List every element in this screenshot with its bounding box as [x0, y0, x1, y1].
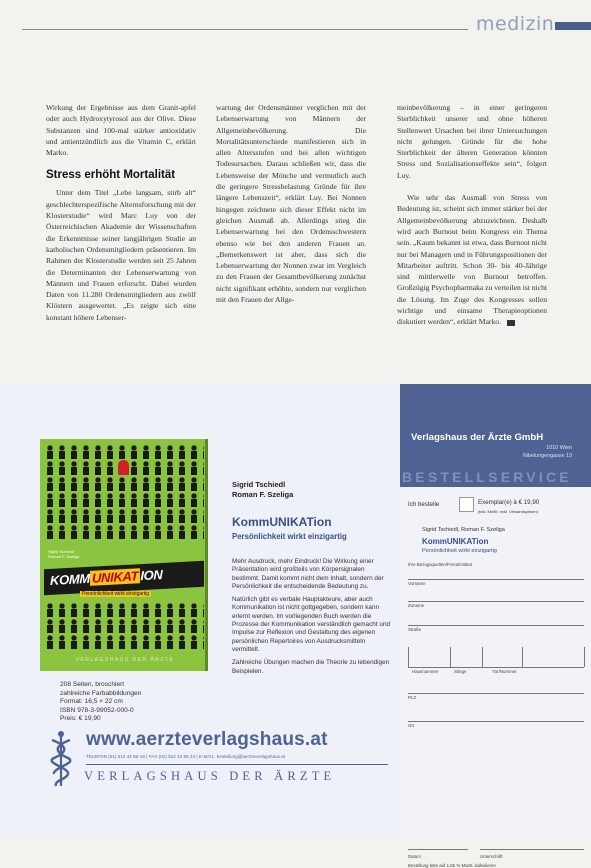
spec-line: 208 Seiten, broschiert — [60, 681, 125, 688]
order-book-subtitle: Persönlichkeit wirkt einzigartig — [422, 548, 497, 554]
field-divider — [482, 647, 483, 667]
people-icon-row — [44, 477, 204, 491]
article-text: Wie sehr das Ausmaß von Stress von Bedeutung ist, scheint sich immer stärker bei der Allgemeinbevölkerung abzuzeichnen. Deshalb wird auch Burnout beim Kongress ein Thema sein. „Kaum bekannt ist etwa, dass Burnout nicht nur bei Managern und in Führungspositionen der Mitarbeiter auftritt. Schon 30- bis 40-Jährige sind mittlerweile von Burnout betroffen. Großzügig Psychopharmaka zu verteilen ist nicht die Lösung. Im Zuge des Kongresses sollen wichtige und einsame Therapieoptionen diskutiert werden“, erklärt Marko. — [397, 193, 547, 327]
red-person-icon — [118, 460, 129, 475]
people-icon-row — [44, 619, 204, 633]
last-name-field[interactable] — [408, 625, 584, 626]
book-title-highlight: UNIKAT — [91, 568, 139, 586]
people-icon-row — [44, 445, 204, 459]
spec-line: Format: 16,5 × 22 cm — [60, 698, 123, 706]
people-icon-row — [44, 525, 204, 539]
spec-line: ISBN 978-3-99052-000-0 — [60, 706, 134, 714]
order-book-title: KommUNIKATion — [422, 537, 489, 546]
book-specifications — [60, 681, 141, 724]
publisher-logo-name: VERLAGSHAUS DER ÄRZTE — [84, 769, 336, 783]
people-icon-row — [44, 603, 204, 617]
caduceus-logo-icon — [46, 730, 76, 788]
header-rule — [22, 29, 468, 30]
order-suffix: Exemplar(e) à € 19,90 — [478, 499, 540, 506]
order-address: 1010 Wien Nibelungengasse 13 — [522, 445, 572, 459]
postal-code-field[interactable] — [408, 693, 584, 694]
field-divider — [450, 647, 451, 667]
ad-description — [232, 558, 392, 681]
article-paragraph — [397, 192, 547, 328]
address-field[interactable] — [408, 667, 584, 668]
article-paragraph: Unter dem Titel „Lebe langsam, stirb alt“ geschlechterspezifische Alternsforschung mit der Klosterstudie“ wird Marc Luy von der Österreichischen Akademie der Wissenschaften die Erkenntnisse seiner langjährigen Studie an katholischen Ordensmitgliedern präsentieren. Im Rahmen der Klosterstudie werden seit 25 Jahren die Determinanten der Lebenserwartung von Männern und Frauen erforscht. Dabei wurden Daten von 11.280 Ordensmitgliedern aus zwölf Klöstern ausgewertet. „Es zeigte sich eine konstant höhere Lebenser- — [46, 188, 196, 322]
first-name-field[interactable] — [408, 601, 584, 602]
field-label: Hausnummer — [412, 669, 439, 674]
people-icon-row — [44, 635, 204, 649]
order-form — [400, 487, 591, 868]
field-label: Ort — [408, 723, 415, 728]
field-label: Zuname — [408, 603, 425, 608]
people-icon-row — [44, 509, 204, 523]
book-cover — [40, 439, 208, 671]
spec-line: Preis: € 19,90 — [60, 715, 101, 723]
order-note: (inkl. MwSt. exkl. Versandspesen) — [478, 509, 539, 514]
article-paragraph: wartung der Ordensmänner verglichen mit der Lebenserwartung von Männern der Allgemeinbevölkerung. Die Mortalitätsunterschiede manifestieren sich in allen Altersstufen und bei allen wichtigen Todesursachen. Daraus schließen wir, dass die Lebensweise der Mönche und vermutlich auch die geringere Stressbelastung Gründe für ihre längere Lebenszeit“, erklärt Luy. Bei Nonnen hingegen zeichnete sich dieser Effekt nicht im gleichen Ausmaß ab. Allerdings stieg die Lebenserwartung bei den Ordensschwestern ebenso wie bei den anderen Frauen an. „Bemerkenswert ist aber, dass sich die Lebenserwartung der Nonnen zwar im Vergleich zu den Frauen der Gesamtbevölkerung zunächst nicht signifikant erhöhte, sondern nur verglichen mit den Frauen der Allge- — [216, 103, 366, 305]
order-publisher: Verlagshaus der Ärzte GmbH — [411, 432, 544, 443]
street-field-divider — [408, 647, 409, 667]
spec-line: zahlreiche Farbabbildungen — [60, 689, 142, 697]
book-cover-subtitle: Persönlichkeit wirkt einzigartig — [82, 591, 149, 597]
publisher-url-link[interactable]: www.aerzteverlagshaus.at — [86, 729, 328, 750]
field-label: Stiege — [454, 669, 467, 674]
ad-subtitle: Persönlichkeit wirkt einzigartig — [232, 532, 347, 541]
section-tab — [555, 22, 591, 30]
field-label: Ihre Bezugsquellen/Firma/Institut — [408, 562, 473, 567]
order-footer: Bestellung bitte auf 1,55 % MwSt. kalkulieren — [408, 863, 496, 868]
ad-paragraph: Natürlich gibt es verbale Hauptakteure, aber auch Kommunikation ist nicht gottgegeben, sondern kann erlernt werden. Im vorliegenden Buch werden die Prozesse der Kommunikation verständlich gemacht und Impulse zur Reflexion und Gestaltung des eigenen persönlichen Repertoires von Ausdrucksmitteln vermittelt. — [232, 596, 391, 653]
article-paragraph: meinbevölkerung – in einer geringeren Sterblichkeit unserer und ohne höheren Stellenwert Ursachen bei ihrer Untersuchungen nicht gelungen. Gründe für die hohe Sterblichkeit der älteren Generation könnten Stress und Sozialisationseffekte sein“, folgert Luy. — [397, 103, 547, 180]
institution-field[interactable] — [408, 579, 584, 580]
field-label: Vorname — [408, 581, 426, 586]
field-divider — [584, 647, 585, 667]
field-label: Straße — [408, 627, 422, 632]
article-column-3 — [397, 102, 547, 328]
quantity-input[interactable] — [459, 497, 474, 512]
book-title-part: KOMM — [50, 570, 90, 588]
city-field[interactable] — [408, 721, 584, 722]
ad-paragraph: Mehr Ausdruck, mehr Eindruck! Die Wirkung einer Präsentation wird großteils von Körpersignalen bestimmt. Damit kommt nicht dem Inhalt, sondern der Persönlichkeit die entscheidende Bedeutung zu. — [232, 558, 384, 590]
field-label: Unterschrift — [480, 854, 503, 859]
article-paragraph: Wirkung der Ergebnisse aus dem Granit-apfel oder auch Hydroxytyrosol aus der Olive. Diese Substanzen sind 100-mal stärker antioxidativ und antientzündlich aus die Vitamin C, erklärt Marko. — [46, 103, 196, 158]
people-icon-row — [44, 493, 204, 507]
publisher-contact: TELEFON (01) 512 44 86-19 | FAX (01) 512 44 86 24 | E-MAIL: bestellung@aerzteverlagshaus.at — [86, 754, 286, 759]
ad-authors: Sigrid Tschiedl Roman F. Szeliga — [232, 480, 294, 499]
signature-field[interactable] — [480, 849, 584, 850]
article-subheading: Stress erhöht Mortalität — [46, 169, 176, 182]
date-field[interactable] — [408, 849, 468, 850]
order-service-title: BESTELLSERVICE — [402, 469, 572, 485]
section-title: medizin — [476, 13, 555, 35]
book-advertisement — [0, 384, 591, 868]
end-mark-icon — [507, 320, 515, 326]
field-divider — [522, 647, 523, 667]
field-label: PLZ — [408, 695, 417, 700]
order-book-authors: Sigrid Tschiedl, Roman F. Szeliga — [422, 527, 505, 533]
article-column-2 — [216, 102, 366, 305]
book-cover-author: Sigrid Tschiedl Roman F. Szeliga — [48, 549, 80, 559]
order-prefix: Ich bestelle — [408, 501, 440, 508]
book-title-part: ION — [140, 567, 163, 584]
order-price — [478, 499, 539, 506]
ad-title: KommUNIKATion — [232, 515, 332, 529]
book-cover-publisher: VERLAGSHAUS DER ÄRZTE — [75, 657, 175, 663]
logo-divider — [86, 764, 388, 765]
field-label: Tür/Nummer — [492, 669, 517, 674]
article-column-1 — [46, 102, 196, 323]
ad-paragraph: Zahlreiche Übungen machen die Theorie zu lebendigen Beispielen. — [232, 659, 390, 675]
field-label: Datum — [408, 854, 421, 859]
